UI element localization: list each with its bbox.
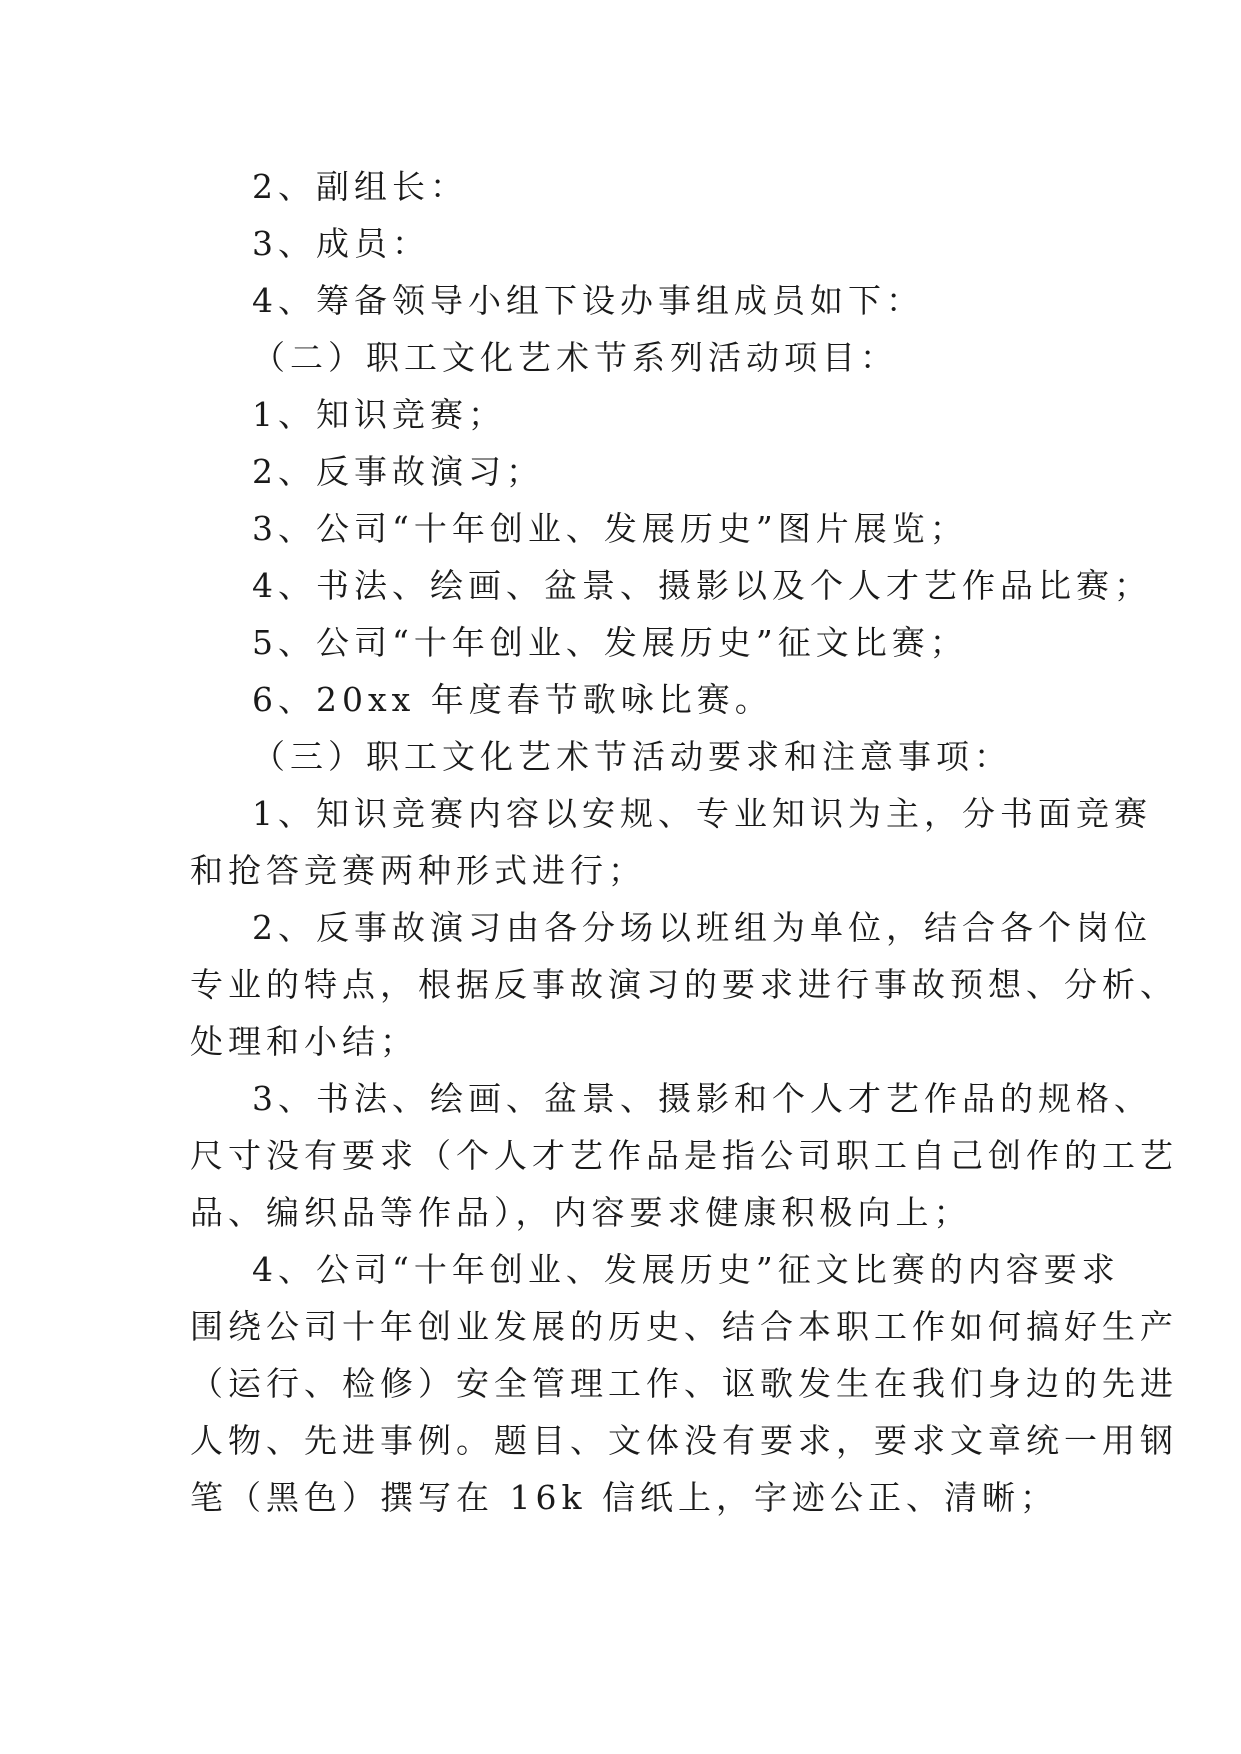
list-item: 4、书法、绘画、盆景、摄影以及个人才艺作品比赛； [252,566,1152,605]
paragraph-line: 围绕公司十年创业发展的历史、结合本职工作如何搞好生产 [190,1307,1178,1346]
list-item: 5、公司“十年创业、发展历史”征文比赛； [252,623,968,662]
paragraph-line: （运行、检修）安全管理工作、讴歌发生在我们身边的先进 [190,1364,1178,1403]
list-item: 4、筹备领导小组下设办事组成员如下： [252,281,924,320]
paragraph-line: 3、书法、绘画、盆景、摄影和个人才艺作品的规格、 [252,1079,1152,1118]
paragraph-line: 2、反事故演习由各分场以班组为单位，结合各个岗位 [252,908,1152,947]
list-item: 1、知识竞赛； [252,395,506,434]
paragraph-line: 笔（黑色）撰写在 16k 信纸上，字迹公正、清晰； [190,1478,1058,1517]
list-item: 3、成员： [252,224,430,263]
paragraph-line: 处理和小结； [190,1022,418,1061]
paragraph-line: 和抢答竞赛两种形式进行； [190,851,646,890]
paragraph-line: 4、公司“十年创业、发展历史”征文比赛的内容要求 [252,1250,1120,1289]
list-item: 2、副组长： [252,167,468,206]
paragraph-line: 专业的特点，根据反事故演习的要求进行事故预想、分析、 [190,965,1178,1004]
paragraph-line: 人物、先进事例。题目、文体没有要求，要求文章统一用钢 [190,1421,1178,1460]
paragraph-line: 品、编织品等作品），内容要求健康积极向上； [190,1193,972,1232]
list-item: 6、20xx 年度春节歌咏比赛。 [252,680,773,719]
section-heading: （二）职工文化艺术节系列活动项目： [252,338,898,377]
section-heading: （三）职工文化艺术节活动要求和注意事项： [252,737,1012,776]
paragraph-line: 尺寸没有要求（个人才艺作品是指公司职工自己创作的工艺 [190,1136,1178,1175]
list-item: 3、公司“十年创业、发展历史”图片展览； [252,509,968,548]
paragraph-line: 1、知识竞赛内容以安规、专业知识为主，分书面竞赛 [252,794,1152,833]
list-item: 2、反事故演习； [252,452,544,491]
